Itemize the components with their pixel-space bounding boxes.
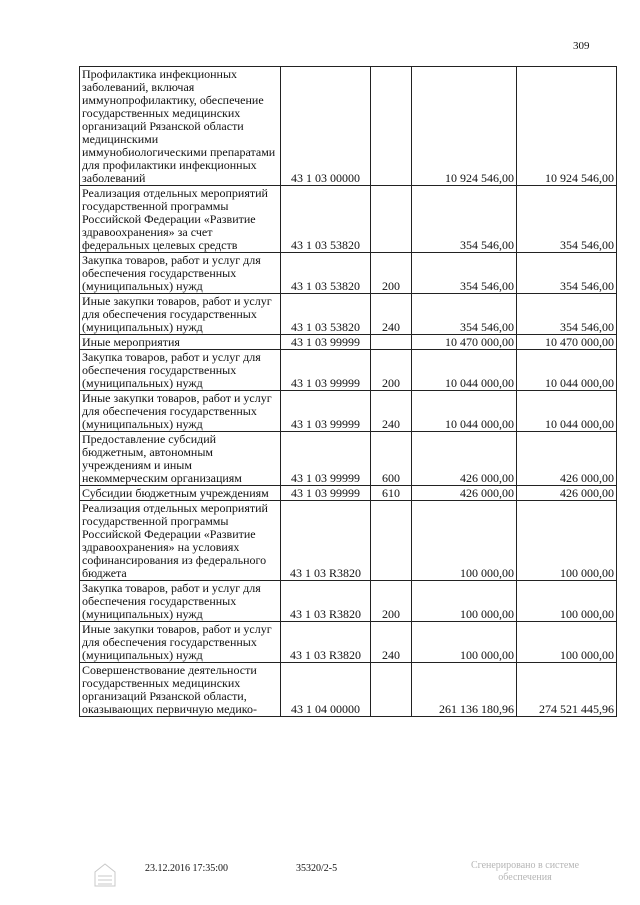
row-name: Субсидии бюджетным учреждениям — [80, 486, 281, 501]
row-expense-type: 200 — [371, 350, 412, 391]
row-sum-2017: 10 044 000,00 — [412, 391, 517, 432]
row-sum-2017: 10 924 546,00 — [412, 67, 517, 186]
row-sum-2018: 10 924 546,00 — [517, 67, 617, 186]
row-sum-2018: 274 521 445,96 — [517, 663, 617, 717]
row-sum-2017: 426 000,00 — [412, 486, 517, 501]
row-sum-2017: 354 546,00 — [412, 186, 517, 253]
row-code: 43 1 03 99999 — [281, 350, 371, 391]
row-code: 43 1 03 R3820 — [281, 501, 371, 581]
row-sum-2018: 100 000,00 — [517, 581, 617, 622]
row-name: Закупка товаров, работ и услуг для обеспечения государственных (муниципальных) нужд — [80, 253, 281, 294]
row-sum-2017: 100 000,00 — [412, 622, 517, 663]
seal-icon — [90, 860, 120, 890]
row-expense-type: 200 — [371, 581, 412, 622]
row-code: 43 1 03 53820 — [281, 294, 371, 335]
row-sum-2017: 261 136 180,96 — [412, 663, 517, 717]
row-sum-2018: 10 470 000,00 — [517, 335, 617, 350]
row-expense-type: 200 — [371, 253, 412, 294]
row-name: Совершенствование деятельности государственных медицинских организаций Рязанской области, оказывающих первичную медико- — [80, 663, 281, 717]
row-sum-2018: 354 546,00 — [517, 186, 617, 253]
table-row — [80, 486, 617, 501]
row-expense-type — [371, 186, 412, 253]
row-sum-2017: 10 470 000,00 — [412, 335, 517, 350]
row-sum-2018: 10 044 000,00 — [517, 350, 617, 391]
table-row — [80, 350, 617, 391]
row-code: 43 1 03 99999 — [281, 391, 371, 432]
row-sum-2018: 10 044 000,00 — [517, 391, 617, 432]
row-sum-2018: 100 000,00 — [517, 622, 617, 663]
table-row — [80, 391, 617, 432]
row-code: 43 1 03 R3820 — [281, 581, 371, 622]
row-sum-2018: 354 546,00 — [517, 294, 617, 335]
row-expense-type — [371, 663, 412, 717]
row-expense-type: 610 — [371, 486, 412, 501]
footer-date: 23.12.2016 17:35:00 — [145, 863, 229, 874]
footer-watermark: Сгенерировано в системе обеспечения — [470, 860, 580, 883]
row-expense-type: 240 — [371, 622, 412, 663]
row-expense-type: 240 — [371, 294, 412, 335]
table-row — [80, 501, 617, 581]
table-row — [80, 432, 617, 486]
row-sum-2017: 100 000,00 — [412, 501, 517, 581]
row-expense-type — [371, 67, 412, 186]
row-sum-2018: 354 546,00 — [517, 253, 617, 294]
row-sum-2017: 354 546,00 — [412, 253, 517, 294]
table-row — [80, 67, 617, 186]
row-sum-2017: 10 044 000,00 — [412, 350, 517, 391]
row-sum-2018: 426 000,00 — [517, 486, 617, 501]
row-name: Иные закупки товаров, работ и услуг для обеспечения государственных (муниципальных) нужд — [80, 622, 281, 663]
table-row — [80, 581, 617, 622]
row-sum-2017: 100 000,00 — [412, 581, 517, 622]
row-expense-type — [371, 335, 412, 350]
row-sum-2018: 426 000,00 — [517, 432, 617, 486]
row-name: Реализация отдельных мероприятий государственной программы Российской Федерации «Развитие здравоохранения» на условиях софинансирования из федерального бюджета — [80, 501, 281, 581]
budget-table — [79, 66, 617, 717]
row-name: Закупка товаров, работ и услуг для обеспечения государственных (муниципальных) нужд — [80, 350, 281, 391]
row-name: Предоставление субсидий бюджетным, автономным учреждениям и иным некоммерческим организациям — [80, 432, 281, 486]
row-sum-2017: 426 000,00 — [412, 432, 517, 486]
table-row — [80, 186, 617, 253]
row-name: Иные мероприятия — [80, 335, 281, 350]
row-code: 43 1 03 53820 — [281, 253, 371, 294]
table-row — [80, 294, 617, 335]
page-number: 309 — [573, 40, 590, 52]
row-code: 43 1 03 00000 — [281, 67, 371, 186]
row-sum-2018: 100 000,00 — [517, 501, 617, 581]
table-row — [80, 253, 617, 294]
row-code: 43 1 03 99999 — [281, 432, 371, 486]
row-name: Закупка товаров, работ и услуг для обеспечения государственных (муниципальных) нужд — [80, 581, 281, 622]
row-code: 43 1 03 53820 — [281, 186, 371, 253]
row-expense-type: 600 — [371, 432, 412, 486]
table-row — [80, 663, 617, 717]
row-code: 43 1 03 99999 — [281, 335, 371, 350]
row-sum-2017: 354 546,00 — [412, 294, 517, 335]
row-name: Иные закупки товаров, работ и услуг для обеспечения государственных (муниципальных) нужд — [80, 391, 281, 432]
page-footer — [0, 860, 640, 900]
footer-doc-number: 35320/2-5 — [296, 863, 338, 874]
row-name: Реализация отдельных мероприятий государственной программы Российской Федерации «Развитие здравоохранения» за счет федеральных целевых средств — [80, 186, 281, 253]
row-name: Иные закупки товаров, работ и услуг для обеспечения государственных (муниципальных) нужд — [80, 294, 281, 335]
row-code: 43 1 03 99999 — [281, 486, 371, 501]
row-code: 43 1 03 R3820 — [281, 622, 371, 663]
row-expense-type — [371, 501, 412, 581]
table-row — [80, 622, 617, 663]
row-expense-type: 240 — [371, 391, 412, 432]
row-code: 43 1 04 00000 — [281, 663, 371, 717]
table-row — [80, 335, 617, 350]
row-name: Профилактика инфекционных заболеваний, включая иммунопрофилактику, обеспечение государственных медицинских организаций Рязанской области медицинскими иммунобиологическими препаратами для профилактики инфекционных заболеваний — [80, 67, 281, 186]
